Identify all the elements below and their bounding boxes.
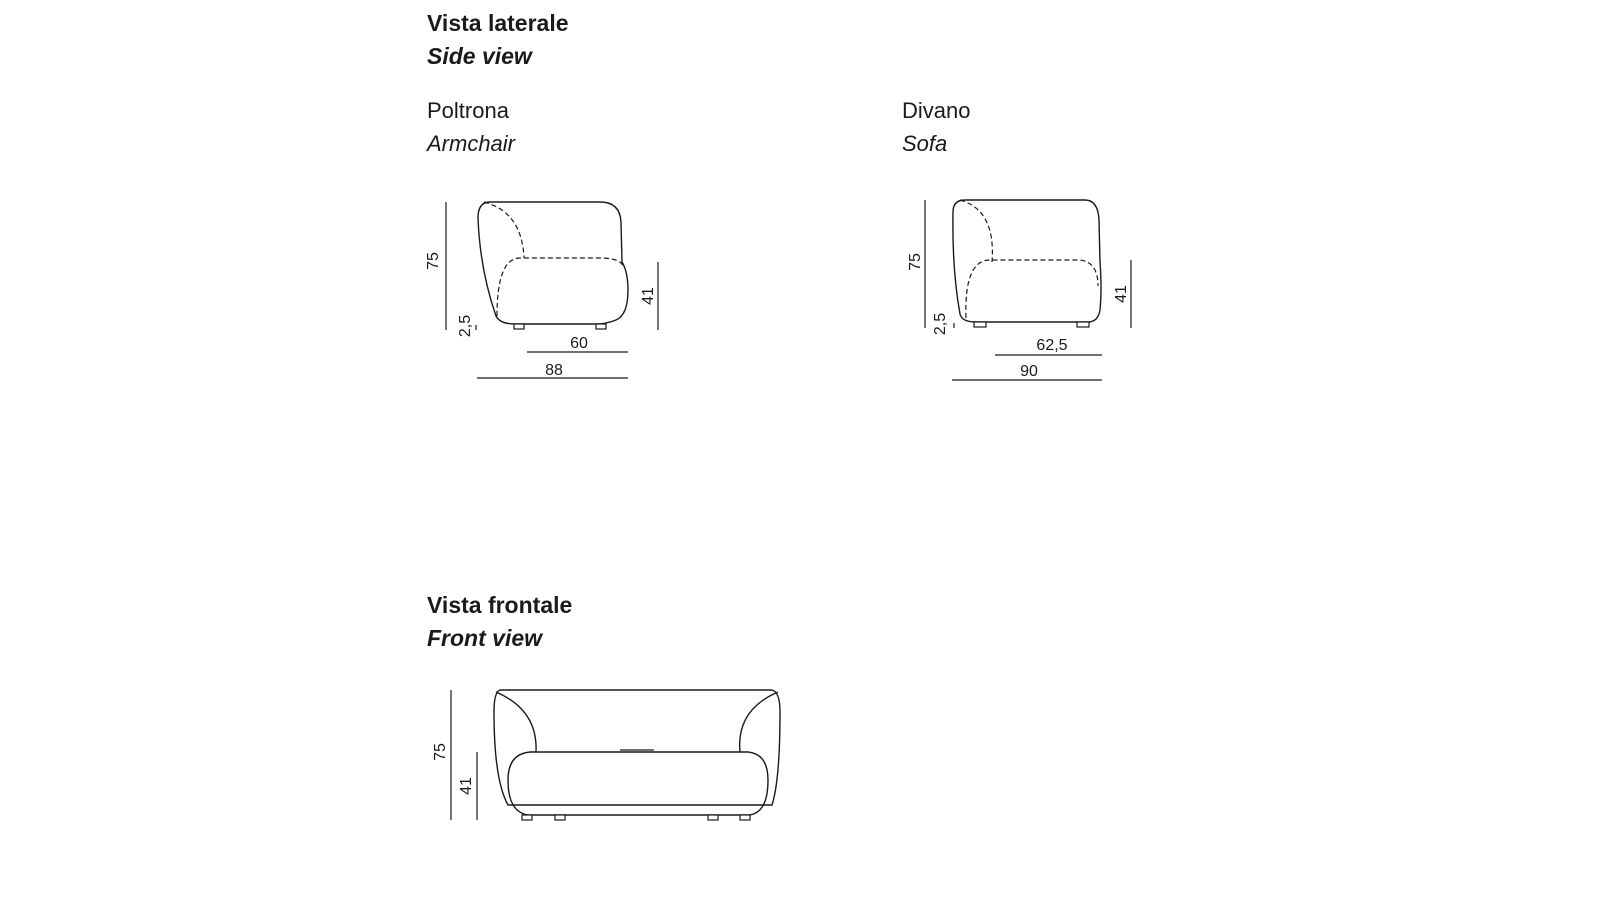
front-foot-4 (740, 815, 750, 820)
front-view-drawing (432, 690, 780, 820)
sofa-seat-depth-label: 62,5 (1036, 337, 1068, 354)
armchair-seat-height-label: 41 (640, 287, 657, 305)
front-right-arm-curve (740, 692, 778, 752)
armchair-side-drawing (425, 202, 658, 379)
sofa-depth-label: 90 (1020, 363, 1038, 380)
side-view-title-it: Vista laterale (427, 10, 569, 36)
sofa-foot-front (1077, 322, 1089, 327)
armchair-label-en: Armchair (427, 131, 516, 156)
sofa-leg-height-label: 2,5 (932, 312, 949, 336)
sofa-height-label: 75 (907, 253, 924, 271)
sofa-seat-cushion-line (966, 260, 1098, 318)
armchair-depth-label: 88 (545, 362, 563, 379)
sofa-body-outline (953, 200, 1101, 322)
front-view-title-it: Vista frontale (427, 592, 573, 618)
armchair-leg-height-label: 2,5 (457, 314, 474, 338)
front-foot-1 (522, 815, 532, 820)
armchair-body-outline (478, 202, 628, 324)
armchair-height-label: 75 (425, 252, 442, 270)
front-seat-height-label: 41 (458, 777, 475, 795)
armchair-foot-rear (514, 324, 524, 329)
side-view-title-en: Side view (427, 43, 532, 69)
armchair-seat-cushion-line (497, 258, 624, 316)
sofa-foot-rear (974, 322, 986, 327)
sofa-back-cushion-line (960, 200, 992, 262)
front-view-title-en: Front view (427, 625, 543, 651)
armchair-foot-front (596, 324, 606, 329)
sofa-seat-height-label: 41 (1113, 285, 1130, 303)
front-height-label: 75 (432, 743, 449, 761)
armchair-seat-depth-label: 60 (570, 335, 588, 352)
sofa-label-it: Divano (902, 98, 971, 123)
front-foot-3 (708, 815, 718, 820)
front-back-outline (494, 690, 780, 805)
armchair-label-it: Poltrona (427, 98, 509, 123)
sofa-label-en: Sofa (902, 131, 948, 156)
sofa-side-drawing (907, 200, 1131, 380)
front-left-arm-curve (496, 692, 536, 752)
armchair-back-cushion-line (484, 202, 524, 258)
front-foot-2 (555, 815, 565, 820)
